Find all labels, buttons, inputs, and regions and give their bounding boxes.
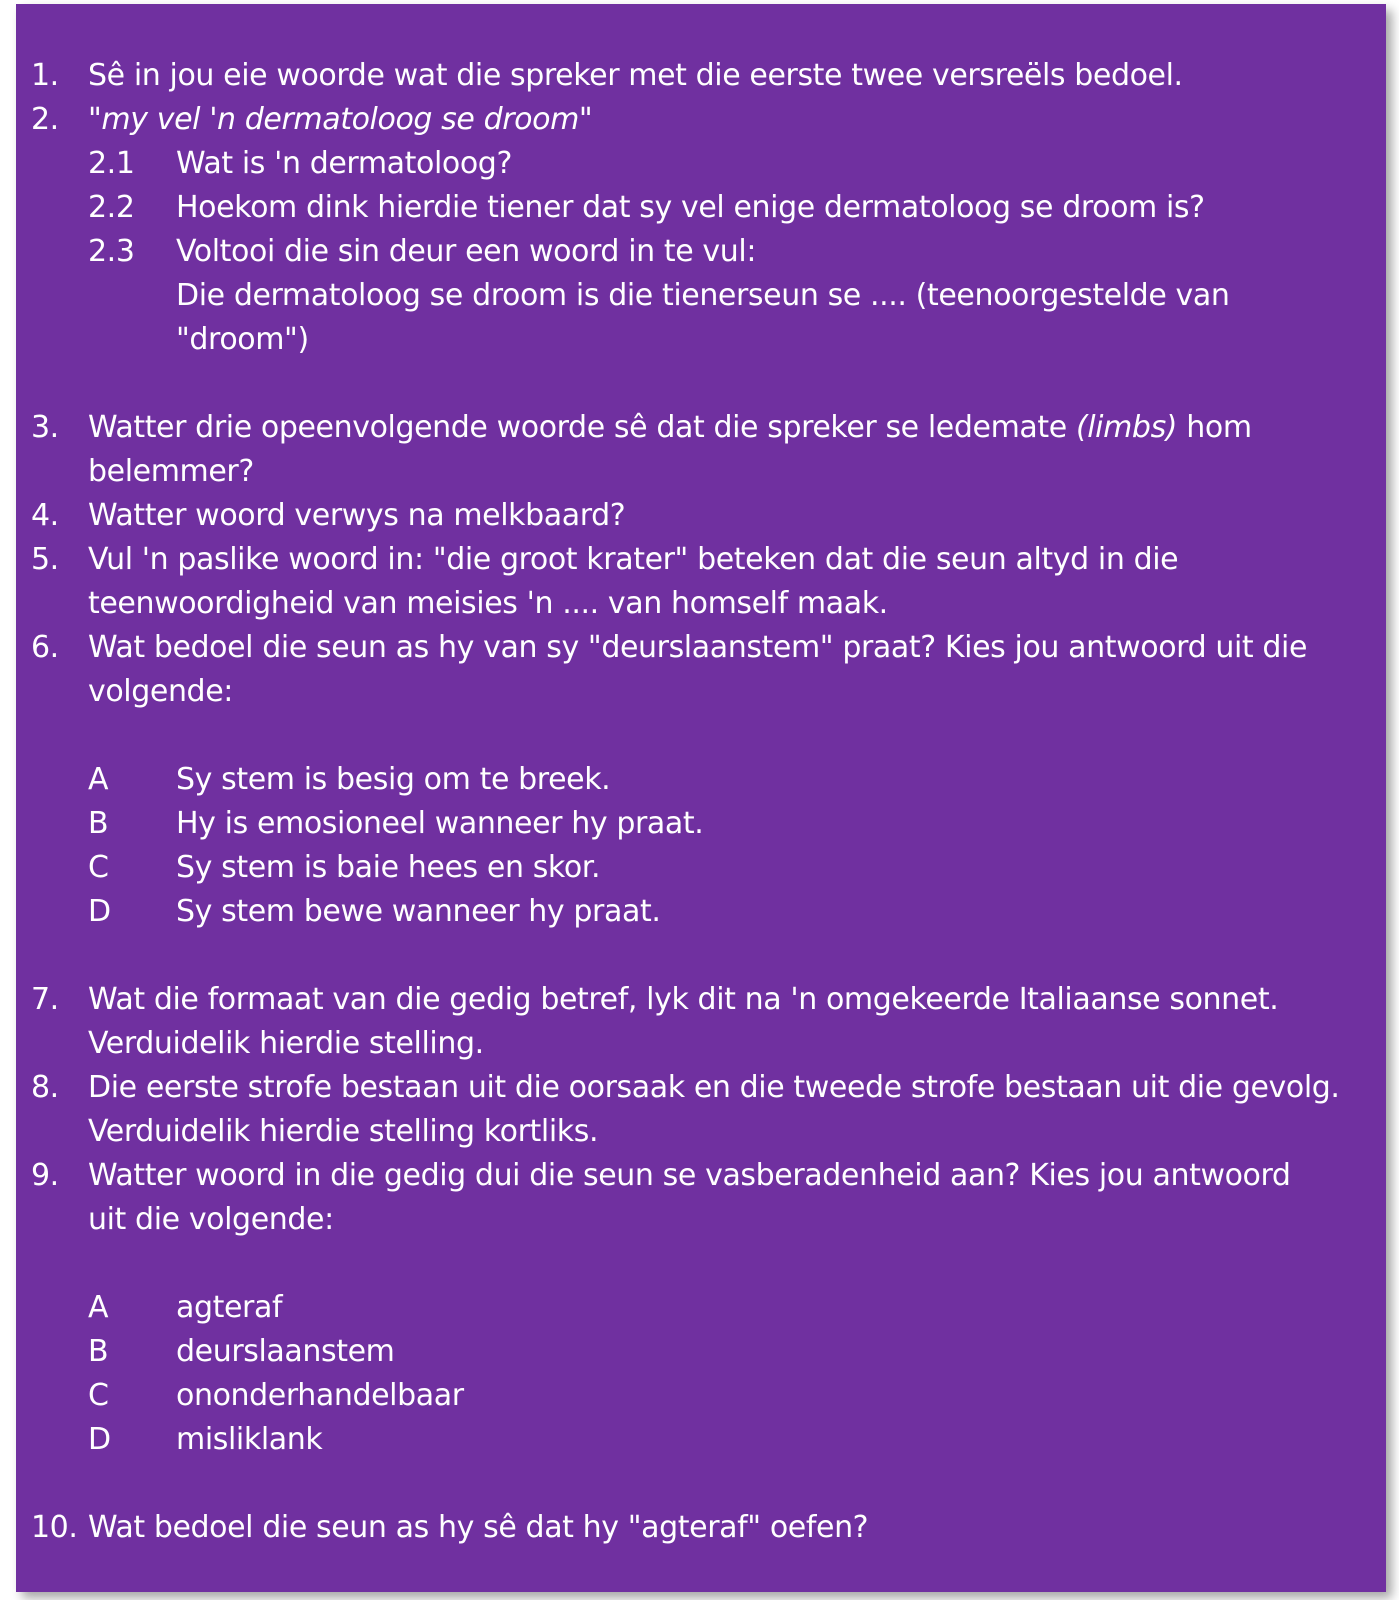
question-6-text: Wat bedoel die seun as hy van sy "deurslaanstem" praat? Kies jou antwoord uit die xyxy=(88,630,1308,665)
question-6-option-letter: D xyxy=(88,894,111,929)
question-9-option-text: deurslaanstem xyxy=(176,1334,395,1369)
question-2-3-text: Voltooi die sin deur een woord in te vul: xyxy=(176,234,757,269)
question-3-text: Watter drie opeenvolgende woorde sê dat die spreker se ledemate (limbs) hom xyxy=(88,410,1252,445)
question-1-number: 1. xyxy=(31,58,59,93)
question-9-option-letter: D xyxy=(88,1422,111,1457)
question-2-1-text: Wat is 'n dermatoloog? xyxy=(176,146,512,181)
question-9-option-text: agteraf xyxy=(176,1290,283,1325)
question-3-text-line2: belemmer? xyxy=(88,454,254,489)
question-2-number: 2. xyxy=(31,102,59,137)
question-9-option-letter: B xyxy=(88,1334,109,1369)
question-4-number: 4. xyxy=(31,498,59,533)
question-card xyxy=(16,4,1386,1592)
question-4-text: Watter woord verwys na melkbaard? xyxy=(88,498,626,533)
question-9-option-text: ononderhandelbaar xyxy=(176,1378,464,1413)
question-8-number: 8. xyxy=(31,1070,59,1105)
limbs-italic-term: (limbs) xyxy=(1075,410,1178,445)
question-5-text-line2: teenwoordigheid van meisies 'n .... van homself maak. xyxy=(88,586,888,621)
question-8-text: Die eerste strofe bestaan uit die oorsaak en die tweede strofe bestaan uit die gevolg. xyxy=(88,1070,1340,1105)
question-6-number: 6. xyxy=(31,630,59,665)
question-6-option-letter: B xyxy=(88,806,109,841)
question-2-3-number: 2.3 xyxy=(88,234,135,269)
question-2-quote: "my vel 'n dermatoloog se droom" xyxy=(88,102,593,137)
question-9-option-text: misliklank xyxy=(176,1422,323,1457)
question-9-option-letter: C xyxy=(88,1378,109,1413)
question-2-3-text-line3: "droom") xyxy=(176,322,309,357)
question-6-option-text: Sy stem is besig om te breek. xyxy=(176,762,611,797)
question-10-text: Wat bedoel die seun as hy sê dat hy "agteraf" oefen? xyxy=(88,1510,869,1545)
question-7-number: 7. xyxy=(31,982,59,1017)
question-2-2-text: Hoekom dink hierdie tiener dat sy vel enige dermatoloog se droom is? xyxy=(176,190,1205,225)
question-6-option-text: Hy is emosioneel wanneer hy praat. xyxy=(176,806,704,841)
question-6-text-line2: volgende: xyxy=(88,674,233,709)
question-10-number: 10. xyxy=(31,1510,78,1545)
question-5-text: Vul 'n paslike woord in: "die groot krater" beteken dat die seun altyd in die xyxy=(88,542,1179,577)
question-2-2-number: 2.2 xyxy=(88,190,135,225)
question-3-number: 3. xyxy=(31,410,59,445)
question-9-number: 9. xyxy=(31,1158,59,1193)
question-5-number: 5. xyxy=(31,542,59,577)
question-8-text-line2: Verduidelik hierdie stelling kortliks. xyxy=(88,1114,599,1149)
question-2-3-text-line2: Die dermatoloog se droom is die tienerseun se .... (teenoorgestelde van xyxy=(176,278,1230,313)
question-6-option-letter: C xyxy=(88,850,109,885)
question-1-text: Sê in jou eie woorde wat die spreker met die eerste twee versreëls bedoel. xyxy=(88,58,1183,93)
question-9-option-letter: A xyxy=(88,1290,109,1325)
question-2-1-number: 2.1 xyxy=(88,146,135,181)
question-7-text: Wat die formaat van die gedig betref, lyk dit na 'n omgekeerde Italiaanse sonnet. xyxy=(88,982,1279,1017)
question-6-option-text: Sy stem bewe wanneer hy praat. xyxy=(176,894,661,929)
question-9-text: Watter woord in die gedig dui die seun se vasberadenheid aan? Kies jou antwoord xyxy=(88,1158,1291,1193)
question-6-option-text: Sy stem is baie hees en skor. xyxy=(176,850,601,885)
question-9-text-line2: uit die volgende: xyxy=(88,1202,334,1237)
question-6-option-letter: A xyxy=(88,762,109,797)
question-7-text-line2: Verduidelik hierdie stelling. xyxy=(88,1026,484,1061)
